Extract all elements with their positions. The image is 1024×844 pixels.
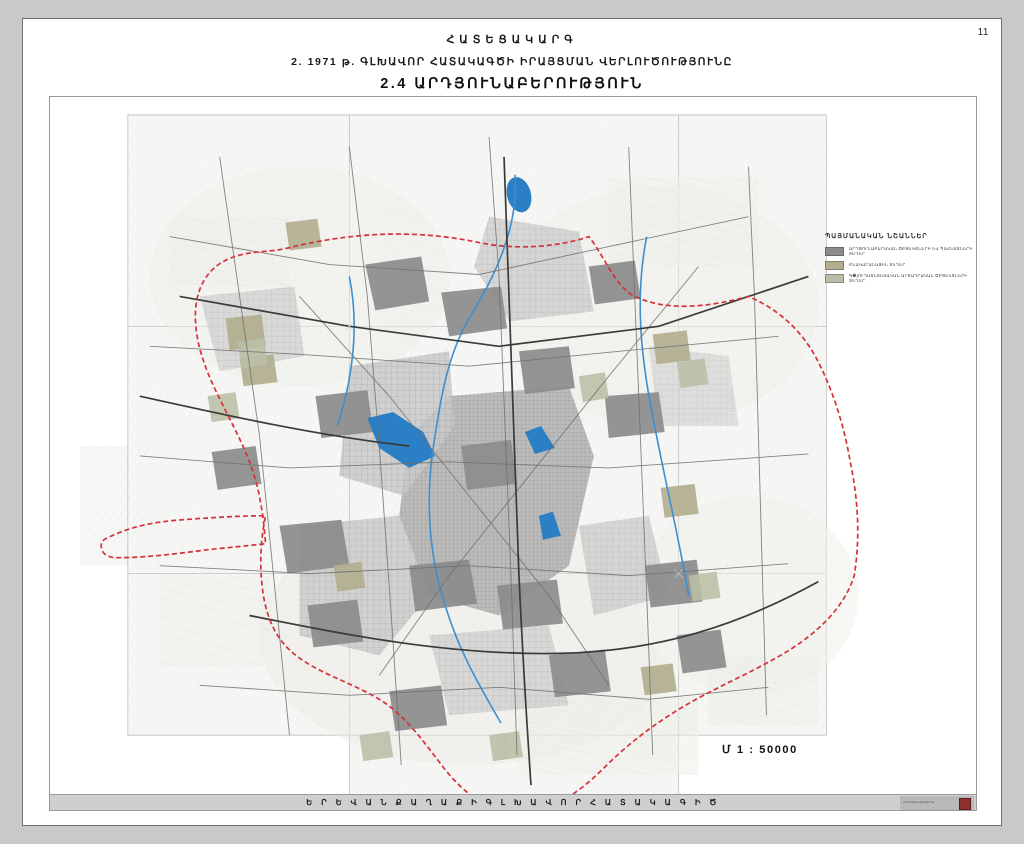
legend-swatch-agricultural (825, 274, 844, 283)
footer-title: Ե Ր Ե Վ Ա Ն Ք Ա Ղ Ա Ք Ի Գ Լ Խ Ա Վ Ո Ր Հ Ա Տ Ա Կ Ա Գ Ի Ծ (306, 798, 720, 807)
legend-title: ՊԱՅՄԱՆԱԿԱՆ ՆՇԱՆՆԵՐ (825, 233, 928, 240)
institute-logo-icon (959, 798, 971, 810)
map-sheet (22, 18, 1002, 826)
title-block (23, 33, 1001, 92)
legend-swatch-residential (825, 261, 844, 270)
legend-item (825, 274, 975, 284)
legend-item (825, 247, 975, 257)
legend-label: Գ�յՈՒՂԱՏՆՏԵՍԱԿԱՆ ԱՐՏԱԴՐԱԿԱՆ ՕԲՅԵԿՏՆԵՐԻ ՏԵՂԵՐ (849, 272, 968, 283)
institute-stamp (900, 796, 974, 810)
legend-label: ԲՆԱԿԱՐԱՆԱՅԻՆ ՏԵՂԵՐ (849, 261, 906, 267)
page-subtitle: 2. 1971 թ. ԳԼԽԱՎՈՐ ՀԱՏԱԿԱԳԾԻ ԻՐԱՅՑՄԱՆ ՎԵՐԼՈՒԾՈՒԹՅՈՒՆԸ (291, 56, 733, 68)
legend-item (825, 261, 975, 270)
page-number: 11 (977, 27, 989, 38)
page-title: ՀԱՏԵՑԱԿԱՐԳ (446, 34, 578, 46)
footer-bar (49, 794, 977, 811)
legend-label: ԱՐԴՅՈՒՆԱԲԵՐԱԿԱՆ ՕԲՅԵԿՏՆԵՐԻ ԵՎ ՊԱՀԵՍՏՆԵՐԻ ՏԵՂԵՐ (849, 246, 973, 256)
institute-stamp-line-1: «ԵՐԵՎԱՆՆԱԽԱԳԻԾ» (903, 801, 935, 805)
map-frame[interactable] (49, 96, 977, 796)
map-canvas[interactable] (50, 97, 976, 795)
section-title: 2.4 ԱՐԴՅՈՒՆԱԲԵՐՈՒԹՅՈՒՆ (380, 76, 644, 92)
map-scale: Մ 1 : 50000 (722, 744, 798, 756)
legend-swatch-industrial (825, 247, 844, 256)
map-legend (825, 232, 975, 288)
